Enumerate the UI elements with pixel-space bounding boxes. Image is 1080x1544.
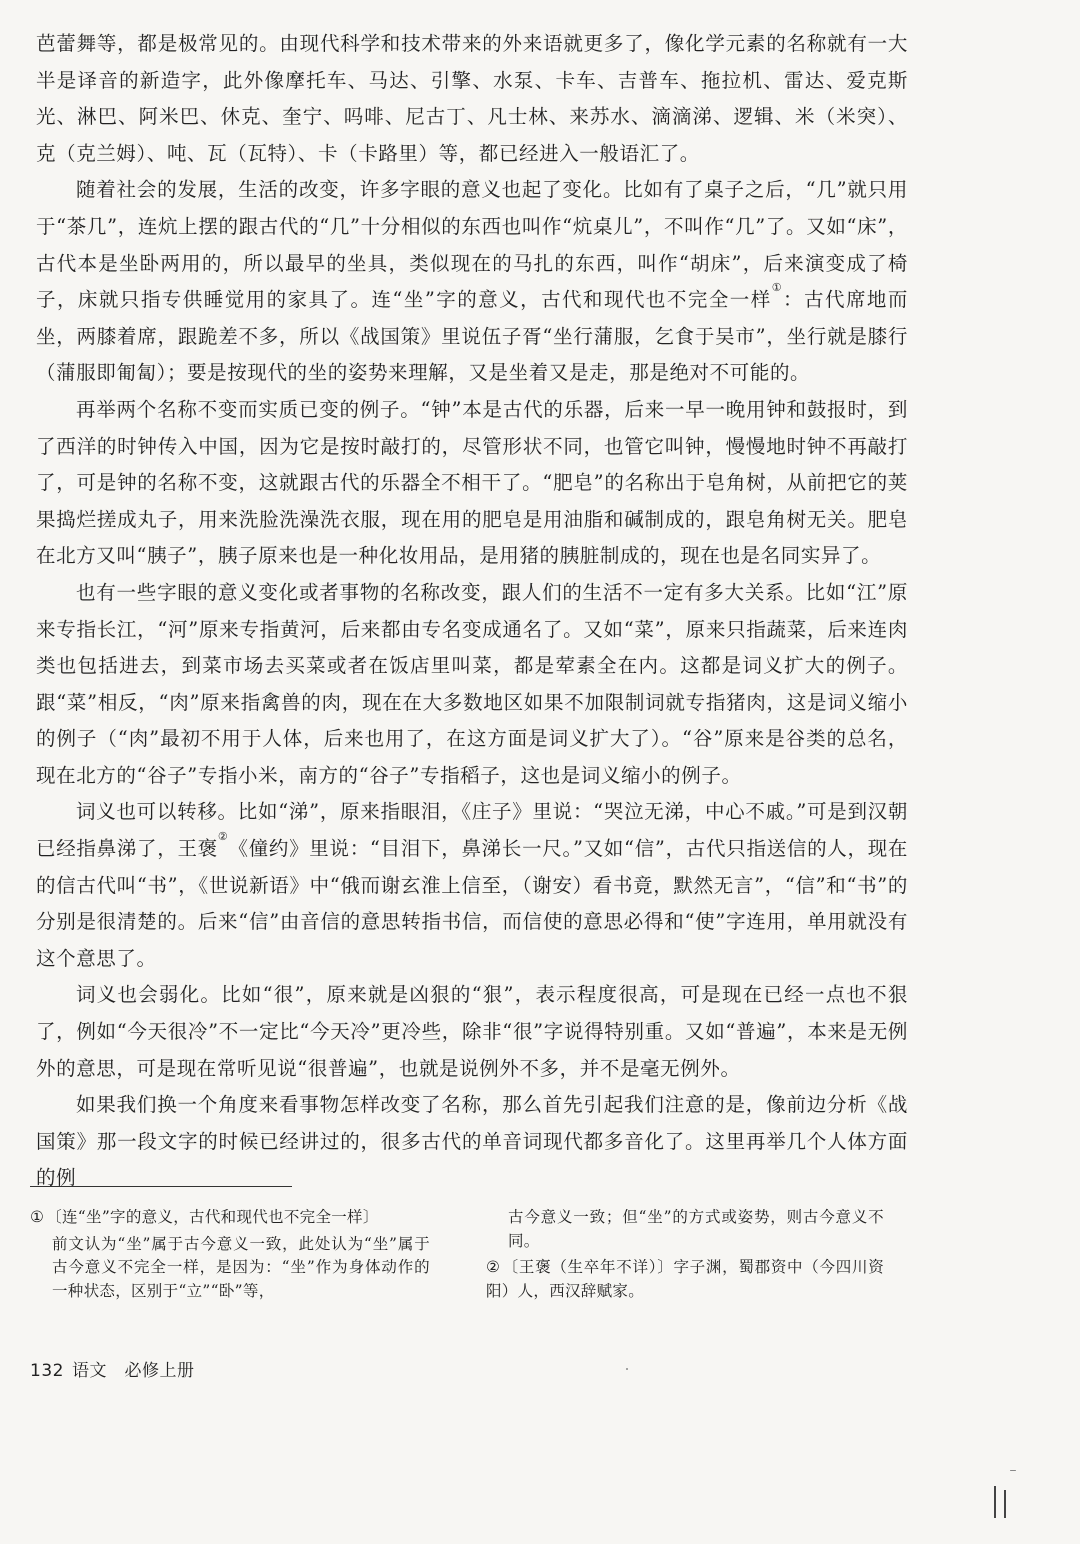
footnote-1-continued: 古今意义一致；但“坐”的方式或姿势，则古今意义不同。 bbox=[508, 1208, 884, 1250]
paragraph: 词义也可以转移。比如“涕”，原来指眼泪，《庄子》里说：“哭泣无涕，中心不戚。”可是到汉朝已经指鼻涕了，王褒②《僮约》里说：“目泪下，鼻涕长一尺。”又如“信”，古代只指送信的人，现在的信古代叫“书”，《世说新语》中“俄而谢玄淮上信至，（谢安）看书竟，默然无言”，“信”和“书”的分别是很清楚的。后来“信”由音信的意思转指书信，而信使的意思必得和“使”字连用，单用就没有这个意思了。 bbox=[36, 800, 908, 970]
footnote-ref: ① bbox=[771, 281, 784, 295]
footnote-2: ② 〔王褒（生卒年不详）〕字子渊，蜀郡资中（今四川资阳）人，西汉辞赋家。 bbox=[486, 1258, 885, 1300]
footnote-column-left bbox=[30, 1206, 430, 1306]
paragraph: 再举两个名称不变而实质已变的例子。“钟”本是古代的乐器，后来一早一晚用钟和鼓报时，到了西洋的时钟传入中国，因为它是按时敲打的，尽管形状不同，也管它叫钟，慢慢地时钟不再敲打了，可是钟的名称不变，这就跟古代的乐器全不相干了。“肥皂”的名称出于皂角树，从前把它的荚果捣烂搓成丸子，用来洗脸洗澡洗衣服，现在用的肥皂是用油脂和碱制成的，跟皂角树无关。肥皂在北方又叫“胰子”，胰子原来也是一种化妆用品，是用猪的胰脏制成的，现在也是名同实异了。 bbox=[36, 397, 908, 568]
footnote-ref: ② bbox=[217, 830, 229, 844]
paragraph: 词义也会弱化。比如“很”，原来就是凶狠的“狠”，表示程度很高，可是现在已经一点也不狠了，例如“今天很冷”不一定比“今天冷”更冷些，除非“很”字说得特别重。又如“普遍”，本来是无例外的意思，可是现在常听见说“很普遍”，也就是说例外不多，并不是毫无例外。 bbox=[36, 983, 908, 1080]
footnote-divider bbox=[30, 1186, 292, 1187]
book-title: 语文 必修上册 bbox=[71, 1361, 195, 1381]
page-footer bbox=[30, 1356, 194, 1381]
footnote-heading: 〔王褒（生卒年不详）〕 bbox=[502, 1258, 674, 1276]
footnote-heading: 〔连“坐”字的意义，古代和现代也不完全一样〕 bbox=[46, 1208, 379, 1226]
main-text bbox=[36, 26, 908, 1197]
scan-speck bbox=[1010, 1470, 1016, 1471]
paragraph: 芭蕾舞等，都是极常见的。由现代科学和技术带来的外来语就更多了，像化学元素的名称就有一大半是译音的新造字，此外像摩托车、马达、引擎、水泵、卡车、吉普车、拖拉机、雷达、爱克斯光、淋巴、阿米巴、休克、奎宁、吗啡、尼古丁、凡士林、来苏水、滴滴涕、逻辑、米（米突）、克（克兰姆）、吨、瓦（瓦特）、卡（卡路里）等，都已经进入一般语汇了。 bbox=[36, 32, 908, 165]
footnote-body: 字子渊，蜀郡资中（今四川资阳）人，西汉辞赋家。 bbox=[486, 1258, 885, 1300]
paragraph: 如果我们换一个角度来看事物怎样改变了名称，那么首先引起我们注意的是，像前边分析《战国策》那一段文字的时候已经讲过的，很多古代的单音词现代都多音化了。这里再举几个人体方面的例 bbox=[36, 1093, 908, 1190]
scan-speck bbox=[626, 1368, 628, 1370]
footnote-column-right bbox=[486, 1206, 884, 1306]
scan-edge-mark bbox=[990, 1486, 1020, 1520]
page-number: 132 bbox=[30, 1361, 64, 1381]
paragraph: 也有一些字眼的意义变化或者事物的名称改变，跟人们的生活不一定有多大关系。比如“江”原来专指长江，“河”原来专指黄河，后来都由专名变成通名了。又如“菜”，原来只指蔬菜，后来连肉类也包括进去，到菜市场去买菜或者在饭店里叫菜，都是荤素全在内。这都是词义扩大的例子。跟“菜”相反，“肉”原来指禽兽的肉，现在在大多数地区如果不加限制词就专指猪肉，这是词义缩小的例子（“肉”最初不用于人体，后来也用了，在这方面是词义扩大了）。“谷”原来是谷类的总名，现在北方的“谷子”专指小米，南方的“谷子”专指稻子，这也是词义缩小的例子。 bbox=[36, 580, 908, 787]
footnote-1: ① 〔连“坐”字的意义，古代和现代也不完全一样〕 bbox=[30, 1208, 379, 1226]
footnote-1-body: 前文认为“坐”属于古今意义一致，此处认为“坐”属于古今意义不完全一样，是因为：“坐”作为身体动作的一种状态，区别于“立”“卧”等， bbox=[52, 1234, 430, 1300]
paragraph: 随着社会的发展，生活的改变，许多字眼的意义也起了变化。比如有了桌子之后，“几”就只用于“茶几”，连炕上摆的跟古代的“几”十分相似的东西也叫作“炕桌儿”，不叫作“几”了。又如“床”，古代本是坐卧两用的，所以最早的坐具，类似现在的马扎的东西，叫作“胡床”，后来演变成了椅子，床就只指专供睡觉用的家具了。连“坐”字的意义，古代和现代也不完全一样①：古代席地而坐，两膝着席，跟跪差不多，所以《战国策》里说伍子胥“坐行蒲服，乞食于吴市”，坐行就是膝行（蒲服即匍匐）；要是按现代的坐的姿势来理解，又是坐着又是走，那是绝对不可能的。 bbox=[36, 178, 908, 385]
